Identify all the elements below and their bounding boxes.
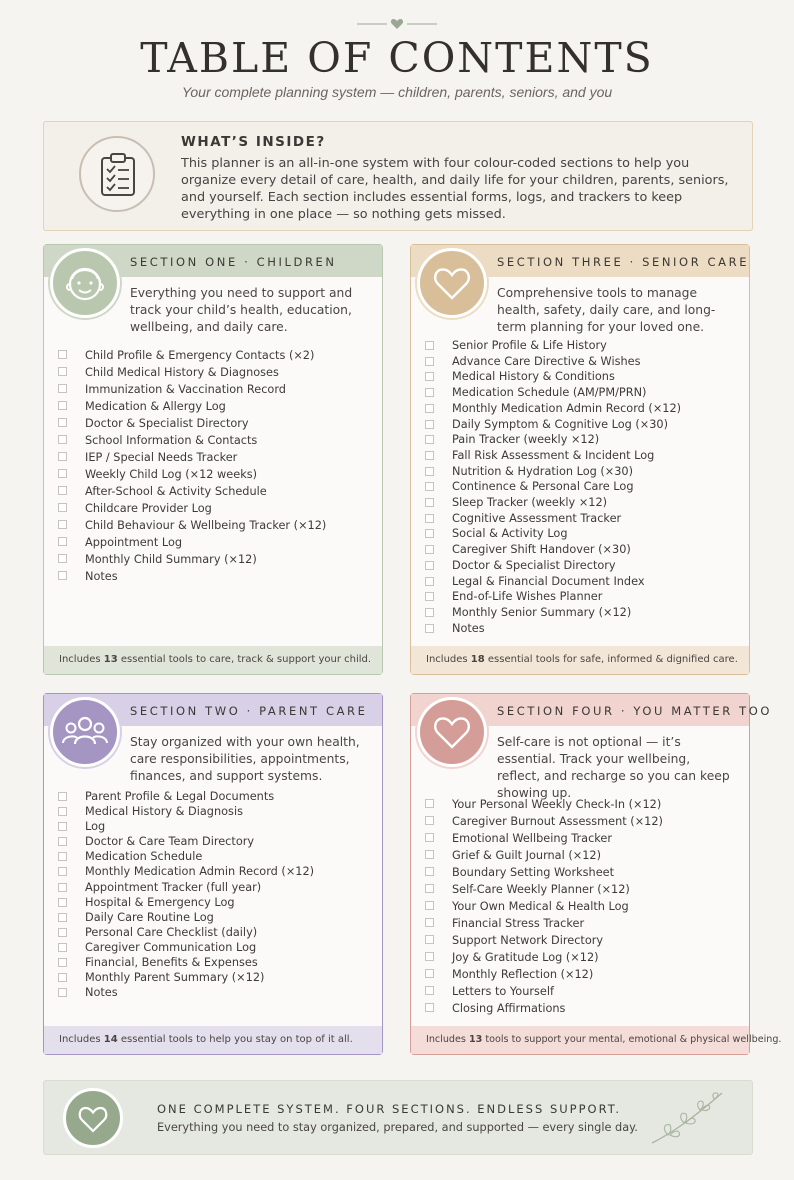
checkbox[interactable] [58, 913, 67, 922]
checklist-item [58, 819, 314, 834]
checklist-item [58, 970, 314, 985]
section-item-list [58, 789, 314, 1000]
checkbox[interactable] [425, 918, 434, 927]
checkbox[interactable] [425, 833, 434, 842]
checklist-item [58, 347, 326, 364]
checklist-item [425, 898, 663, 915]
checklist-item-label: Log [85, 820, 106, 834]
checkbox[interactable] [425, 901, 434, 910]
checklist-item-label: Legal & Financial Document Index [452, 574, 645, 588]
checklist-item-label: Social & Activity Log [452, 527, 568, 541]
checklist-item-label: Fall Risk Assessment & Incident Log [452, 448, 655, 462]
checklist-item [425, 966, 663, 983]
checkbox[interactable] [425, 482, 434, 491]
checklist-item [425, 432, 681, 448]
checklist-item [425, 813, 663, 830]
checklist-item-label: Doctor & Care Team Directory [85, 835, 255, 849]
people-icon [50, 697, 120, 767]
checkbox[interactable] [58, 898, 67, 907]
checklist-item [425, 369, 681, 385]
checklist-item [425, 542, 681, 558]
checklist-item-label: Child Profile & Emergency Contacts (×2) [85, 349, 315, 362]
section-senior-care-card [410, 244, 750, 675]
checkbox[interactable] [425, 388, 434, 397]
checklist-item [58, 568, 326, 585]
checklist-item-label: Monthly Reflection (×12) [452, 968, 594, 981]
checkbox[interactable] [58, 537, 67, 546]
checklist-item-label: Daily Care Routine Log [85, 910, 214, 924]
clipboard-icon [79, 136, 155, 212]
checklist-item-label: After-School & Activity Schedule [85, 485, 267, 498]
checklist-item [58, 880, 314, 895]
checkbox[interactable] [58, 822, 67, 831]
heart-icon [63, 1088, 123, 1148]
checkbox[interactable] [58, 452, 67, 461]
checklist-item [425, 448, 681, 464]
checkbox[interactable] [58, 469, 67, 478]
checkbox[interactable] [425, 341, 434, 350]
checklist-item-label: Nutrition & Hydration Log (×30) [452, 464, 634, 478]
checklist-item-label: Medical History & Conditions [452, 370, 615, 384]
checklist-item [425, 574, 681, 590]
checklist-item-label: Sleep Tracker (weekly ×12) [452, 496, 608, 510]
checklist-item-label: Financial, Benefits & Expenses [85, 956, 258, 970]
checklist-item-label: Monthly Senior Summary (×12) [452, 605, 632, 619]
checkbox[interactable] [58, 837, 67, 846]
checklist-item-label: Monthly Child Summary (×12) [85, 553, 257, 566]
checkbox[interactable] [425, 799, 434, 808]
checklist-item-label: IEP / Special Needs Tracker [85, 451, 238, 464]
checklist-item [425, 354, 681, 370]
heart-icon [417, 697, 487, 767]
checklist-item [425, 796, 663, 813]
checklist-item-label: Parent Profile & Legal Documents [85, 790, 275, 803]
checklist-item-label: Emotional Wellbeing Tracker [452, 832, 613, 845]
page-title: TABLE OF CONTENTS [140, 34, 654, 82]
checklist-item [58, 432, 326, 449]
section-item-list [58, 347, 326, 585]
checklist-item [425, 864, 663, 881]
checklist-item-label: Immunization & Vaccination Record [85, 383, 286, 396]
checkbox[interactable] [58, 988, 67, 997]
section-description: Everything you need to support and track your child’s health, education, wellbeing, and daily care. [130, 286, 353, 334]
checklist-item-label: Monthly Medication Admin Record (×12) [452, 401, 682, 415]
checkbox[interactable] [425, 969, 434, 978]
checklist-item [58, 895, 314, 910]
checklist-item-label: Senior Profile & Life History [452, 339, 607, 352]
checklist-item [425, 1000, 663, 1017]
checklist-item [425, 526, 681, 542]
checklist-item [58, 789, 314, 804]
checklist-item [58, 534, 326, 551]
checklist-item-label: Personal Care Checklist (daily) [85, 925, 258, 939]
section-footer: Includes 13 essential tools to care, track & support your child. [44, 646, 382, 674]
checklist-item-label: Doctor & Specialist Directory [452, 558, 616, 572]
checklist-item-label: Your Own Medical & Health Log [452, 900, 629, 913]
checkbox[interactable] [425, 545, 434, 554]
page-subtitle: Your complete planning system — children, parents, seniors, and you [181, 84, 613, 100]
section-footer: Includes 18 essential tools for safe, informed & dignified care. [411, 646, 749, 674]
checkbox[interactable] [425, 952, 434, 961]
checkbox[interactable] [58, 792, 67, 801]
section-description: Stay organized with your own health, care responsibilities, appointments, finances, and support systems. [130, 735, 360, 783]
checklist-item [58, 483, 326, 500]
checklist-item [425, 915, 663, 932]
checklist-item-label: Caregiver Communication Log [85, 940, 257, 954]
checkbox[interactable] [58, 401, 67, 410]
checklist-item-label: Financial Stress Tracker [452, 917, 585, 930]
checklist-item [58, 940, 314, 955]
leaf-sprig-icon [648, 1089, 728, 1147]
checklist-item-label: School Information & Contacts [85, 434, 258, 447]
checklist-item [58, 834, 314, 849]
checklist-item [425, 511, 681, 527]
checklist-item-label: Notes [452, 621, 485, 635]
checklist-item-label: Daily Symptom & Cognitive Log (×30) [452, 417, 669, 431]
checklist-item-label: Appointment Log [85, 536, 183, 549]
checklist-item-label: Child Behaviour & Wellbeing Tracker (×12) [85, 519, 327, 532]
checklist-item-label: Notes [85, 986, 118, 1000]
checklist-item [58, 449, 326, 466]
banner-title: ONE COMPLETE SYSTEM. FOUR SECTIONS. ENDLESS SUPPORT. [157, 1102, 622, 1116]
checkbox[interactable] [58, 943, 67, 952]
section-item-list [425, 338, 681, 636]
checklist-item [425, 495, 681, 511]
checklist-item [58, 910, 314, 925]
checkbox[interactable] [425, 986, 434, 995]
checkbox[interactable] [425, 529, 434, 538]
section-title: SECTION FOUR · YOU MATTER TOO [497, 704, 773, 718]
section-title: SECTION TWO · PARENT CARE [130, 704, 368, 718]
checklist-item [425, 605, 681, 621]
checklist-item [58, 551, 326, 568]
checklist-item-label: End-of-Life Wishes Planner [452, 590, 603, 604]
checkbox[interactable] [425, 467, 434, 476]
checkbox[interactable] [58, 384, 67, 393]
checklist-item [58, 849, 314, 864]
checklist-item-label: Closing Affirmations [452, 1002, 566, 1015]
checklist-item-label: Child Medical History & Diagnoses [85, 366, 279, 379]
checkbox[interactable] [425, 498, 434, 507]
checklist-item [425, 830, 663, 847]
checklist-item-label: Advance Care Directive & Wishes [452, 354, 641, 368]
checklist-item [58, 985, 314, 1000]
checklist-item [425, 401, 681, 417]
checklist-item-label: Letters to Yourself [452, 985, 554, 998]
checkbox[interactable] [425, 372, 434, 381]
checkbox[interactable] [425, 608, 434, 617]
checklist-item-label: Medication Schedule [85, 850, 203, 864]
checklist-item [425, 983, 663, 1000]
checkbox[interactable] [425, 577, 434, 586]
heart-divider-icon [357, 17, 437, 31]
checklist-item [58, 500, 326, 517]
checkbox[interactable] [58, 852, 67, 861]
banner-subtitle: Everything you need to stay organized, prepared, and supported — every single day. [157, 1121, 638, 1134]
checkbox[interactable] [58, 350, 67, 359]
checklist-item [58, 466, 326, 483]
section-footer: Includes 14 essential tools to help you stay on top of it all. [44, 1026, 382, 1054]
checkbox[interactable] [425, 816, 434, 825]
checkbox[interactable] [425, 404, 434, 413]
checklist-item [58, 517, 326, 534]
checkbox[interactable] [58, 571, 67, 580]
checkbox[interactable] [425, 435, 434, 444]
checklist-item-label: Cognitive Assessment Tracker [452, 511, 622, 525]
checkbox[interactable] [58, 503, 67, 512]
checklist-item [425, 589, 681, 605]
checklist-item [425, 417, 681, 433]
checkbox[interactable] [425, 420, 434, 429]
checkbox[interactable] [425, 514, 434, 523]
checklist-item [58, 364, 326, 381]
checklist-item [425, 558, 681, 574]
section-you-matter-too-card [410, 693, 782, 1055]
checklist-item [58, 955, 314, 970]
checkbox[interactable] [58, 973, 67, 982]
checklist-item-label: Doctor & Specialist Directory [85, 417, 249, 430]
checklist-item [58, 804, 314, 819]
checkbox[interactable] [58, 486, 67, 495]
checklist-item-label: Caregiver Burnout Assessment (×12) [452, 815, 663, 828]
checkbox[interactable] [58, 367, 67, 376]
checklist-item [58, 925, 314, 940]
checklist-item-label: Caregiver Shift Handover (×30) [452, 543, 631, 557]
checkbox[interactable] [58, 520, 67, 529]
checkbox[interactable] [425, 357, 434, 366]
checklist-item [58, 864, 314, 879]
checklist-item-label: Continence & Personal Care Log [452, 480, 634, 494]
checklist-item [425, 949, 663, 966]
heart-icon [417, 248, 487, 318]
checkbox[interactable] [425, 561, 434, 570]
checklist-item-label: Self-Care Weekly Planner (×12) [452, 883, 630, 896]
section-parent-care-card [43, 693, 383, 1055]
checklist-item-label: Childcare Provider Log [85, 502, 212, 515]
checklist-item-label: Boundary Setting Worksheet [452, 866, 615, 879]
checklist-item [425, 932, 663, 949]
intro-text: This planner is an all-in-one system with four colour-coded sections to help you organize every detail of care, health, and daily life for your children, parents, seniors, and yourself. Each section includes essential forms, logs, and trackers to keep everything in one place — so nothing gets missed. [181, 156, 729, 222]
checklist-item-label: Pain Tracker (weekly ×12) [452, 433, 600, 447]
summary-banner [43, 1080, 753, 1155]
section-title: SECTION THREE · SENIOR CARE [497, 255, 750, 269]
checkbox[interactable] [58, 435, 67, 444]
section-description: Self-care is not optional — it’s essential. Track your wellbeing, reflect, and recharge so you can keep showing up. [497, 735, 730, 800]
checklist-item [425, 464, 681, 480]
checklist-item [58, 415, 326, 432]
checkbox[interactable] [425, 935, 434, 944]
checklist-item-label: Your Personal Weekly Check-In (×12) [452, 798, 662, 811]
checklist-item-label: Notes [85, 570, 118, 583]
checkbox[interactable] [425, 624, 434, 633]
checklist-item [58, 398, 326, 415]
checkbox[interactable] [425, 592, 434, 601]
checklist-item-label: Weekly Child Log (×12 weeks) [85, 468, 258, 481]
checkbox[interactable] [425, 884, 434, 893]
section-description: Comprehensive tools to manage health, safety, daily care, and long-term planning for your loved one. [497, 286, 716, 334]
checklist-item [425, 621, 681, 637]
checkbox[interactable] [58, 418, 67, 427]
checklist-item-label: Joy & Gratitude Log (×12) [452, 951, 599, 964]
section-children-card [43, 244, 383, 675]
checkbox[interactable] [58, 958, 67, 967]
checklist-item-label: Medical History & Diagnosis [85, 805, 243, 819]
checklist-item [425, 479, 681, 495]
checklist-item [425, 338, 681, 354]
child-face-icon [50, 248, 120, 318]
checklist-item-label: Support Network Directory [452, 934, 604, 947]
checklist-item [425, 385, 681, 401]
checklist-item [425, 881, 663, 898]
checkbox[interactable] [58, 554, 67, 563]
checklist-item-label: Grief & Guilt Journal (×12) [452, 849, 601, 862]
section-title: SECTION ONE · CHILDREN [130, 255, 337, 269]
section-item-list [425, 796, 663, 1017]
checklist-item-label: Monthly Parent Summary (×12) [85, 971, 265, 985]
checklist-item-label: Hospital & Emergency Log [85, 895, 235, 909]
intro-heading: WHAT’S INSIDE? [181, 134, 326, 150]
checkbox[interactable] [58, 807, 67, 816]
checklist-item-label: Medication & Allergy Log [85, 400, 226, 413]
checklist-item-label: Medication Schedule (AM/PM/PRN) [452, 386, 647, 400]
checkbox[interactable] [58, 867, 67, 876]
checklist-item [425, 847, 663, 864]
whats-inside-panel [43, 121, 753, 231]
checkbox[interactable] [425, 850, 434, 859]
checkbox[interactable] [425, 1003, 434, 1012]
checklist-item-label: Monthly Medication Admin Record (×12) [85, 865, 315, 879]
section-footer: Includes 13 tools to support your mental, emotional & physical wellbeing. [411, 1026, 749, 1054]
checklist-item [58, 381, 326, 398]
checklist-item-label: Appointment Tracker (full year) [85, 880, 262, 894]
checkbox[interactable] [425, 867, 434, 876]
checkbox[interactable] [58, 928, 67, 937]
checkbox[interactable] [58, 883, 67, 892]
checkbox[interactable] [425, 451, 434, 460]
